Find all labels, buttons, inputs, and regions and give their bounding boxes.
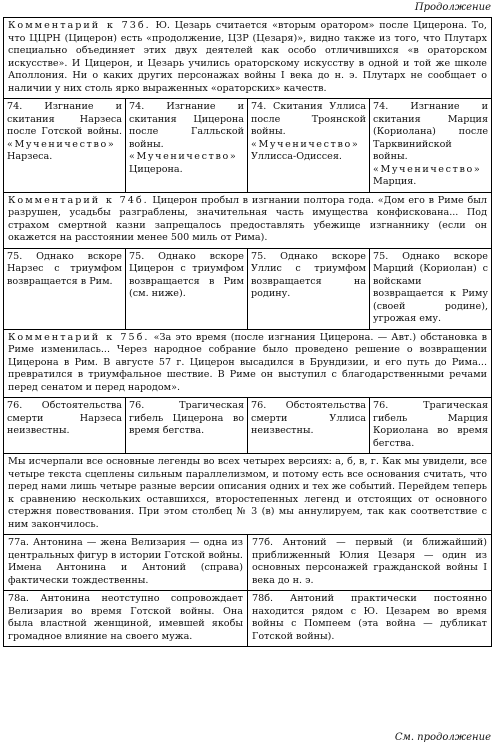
cell-76-ullis: 76. Обстоятельства смерти Уллиса неизвестны. bbox=[247, 398, 369, 453]
commentary-text: «За это время (после изгнания Цицерона. — Авт.) обстановка в Риме изменилась... Через народное собрание было проведено решение о возвращении Цицерона в Рим. В августе 57 г. Цицерон высадился в Брундизии, и его путь до Рима... превратился в триумфальное шествие. В Риме он выступил с благодарственными речами перед сенатом и перед народом». bbox=[8, 331, 487, 393]
commentary-text: Цицерон пробыл в изгнании полтора года. «Дом его в Риме был разрушен, усадьбы разграблены, значительная часть имущества конфискована... Под страхом смертной казни запрещалось предоставлять убежище изгнаннику (если он окажется на расстоянии менее 500 миль от Рима). bbox=[8, 194, 487, 243]
commentary-75b bbox=[4, 330, 491, 399]
cell-75-marcius: 75. Однако вскоре Марций (Кориолан) с войсками возвращается к Риму (своей родине), угрожая ему. bbox=[369, 249, 491, 329]
cell-74-marcius: 74. Изгнание и скитания Марция (Кориолана) после Тарквинийской войны. «Мученичество» Марция. bbox=[369, 99, 491, 192]
cell-74-narses: 74. Изгнание и скитания Нарзеса после Готской войны. «Мученичество» Нарзеса. bbox=[7, 101, 122, 162]
cell-78b: 78б. Антоний практически постоянно находится рядом с Ю. Цезарем во время войны с Помпеем (эта война — дубликат Готской войны). bbox=[247, 591, 491, 646]
continuation-header: Продолжение bbox=[414, 2, 491, 13]
table-row-77 bbox=[4, 535, 491, 591]
cell-75-cicero: 75. Однако вскоре Цицерон с триумфом возвращается в Рим (см. ниже). bbox=[125, 249, 247, 329]
table-row-74 bbox=[4, 99, 491, 193]
cell-77a: 77а. Антонина — жена Велизария — одна из центральных фигур в истории Готской войны. Имена Антонина и Антоний (справа) фактически тождественны. bbox=[8, 537, 243, 586]
table-row-78 bbox=[4, 591, 491, 646]
table-row-75 bbox=[4, 249, 491, 330]
cell-76-narses: 76. Обстоятельства смерти Нарзеса неизвестны. bbox=[7, 400, 122, 436]
commentary-lead: Комментарий к 73б. bbox=[8, 20, 151, 31]
comparison-table bbox=[3, 17, 492, 647]
cell-74-cicero: 74. Изгнание и скитания Цицерона после Галльской войны. «Мученичество» Цицерона. bbox=[125, 99, 247, 192]
cell-78a: 78а. Антонина неотступно сопровождает Велизария во время Готской войны. Она была властной женщиной, имевшей якобы громадное влияние на своего мужа. bbox=[8, 593, 243, 642]
cell-76-cicero: 76. Трагическая гибель Цицерона во время бегства. bbox=[125, 398, 247, 453]
commentary-73b bbox=[4, 18, 491, 99]
cell-76-marcius: 76. Трагическая гибель Марция Кориолана во время бегства. bbox=[369, 398, 491, 453]
commentary-text: Ю. Цезарь считается «вторым оратором» после Цицерона. То, что ЦЦРН (Цицерон) есть «продолжение, ЦЗР (Цезаря)», видно также из того, что Плутарх специально объединяет этих двух деятелей как особо отличившихся «в ораторском искусстве». И Цицерон, и Цезарь учились ораторскому искусству в одной и той же школе Аполлония. Ни о каких других персонажах войны I века до н. э. Плутарх не сообщает о наличии у них столь ярко выраженных «ораторских» качеств. bbox=[8, 20, 487, 94]
table-row-76 bbox=[4, 398, 491, 454]
commentary-lead: Комментарий к 74б. bbox=[8, 194, 149, 206]
commentary-lead: Комментарий к 75б. bbox=[8, 331, 150, 343]
commentary-74b bbox=[4, 193, 491, 249]
continuation-footer: См. продолжение bbox=[394, 732, 491, 743]
cell-77b: 77б. Антоний — первый (и ближайший) приближенный Юлия Цезаря — один из основных персонажей гражданской войны I века до н. э. bbox=[247, 535, 491, 590]
cell-75-ullis: 75. Однако вскоре Уллис с триумфом возвращается на родину. bbox=[247, 249, 369, 329]
summary-paragraph: Мы исчерпали все основные легенды во всех четырех версиях: а, б, в, г. Как мы увидели, все четыре текста сцеплены сильным параллелизмом, и потому есть все основания считать, что перед нами лишь четыре разные версии описания одних и тех же событий. Перейдем теперь к сравнению нескольких оставшихся, второстепенных легенд и отстоящих от основного стержня повествования. При этом столбец № 3 (в) мы аннулируем, так как соответствие с ним закончилось. bbox=[4, 454, 491, 535]
cell-75-narses: 75. Однако вскоре Нарзес с триумфом возвращается в Рим. bbox=[7, 250, 122, 287]
cell-74-ullis: 74. Скитания Уллиса после Троянской войны. «Мученичество» Уллисса-Одиссея. bbox=[247, 99, 369, 192]
